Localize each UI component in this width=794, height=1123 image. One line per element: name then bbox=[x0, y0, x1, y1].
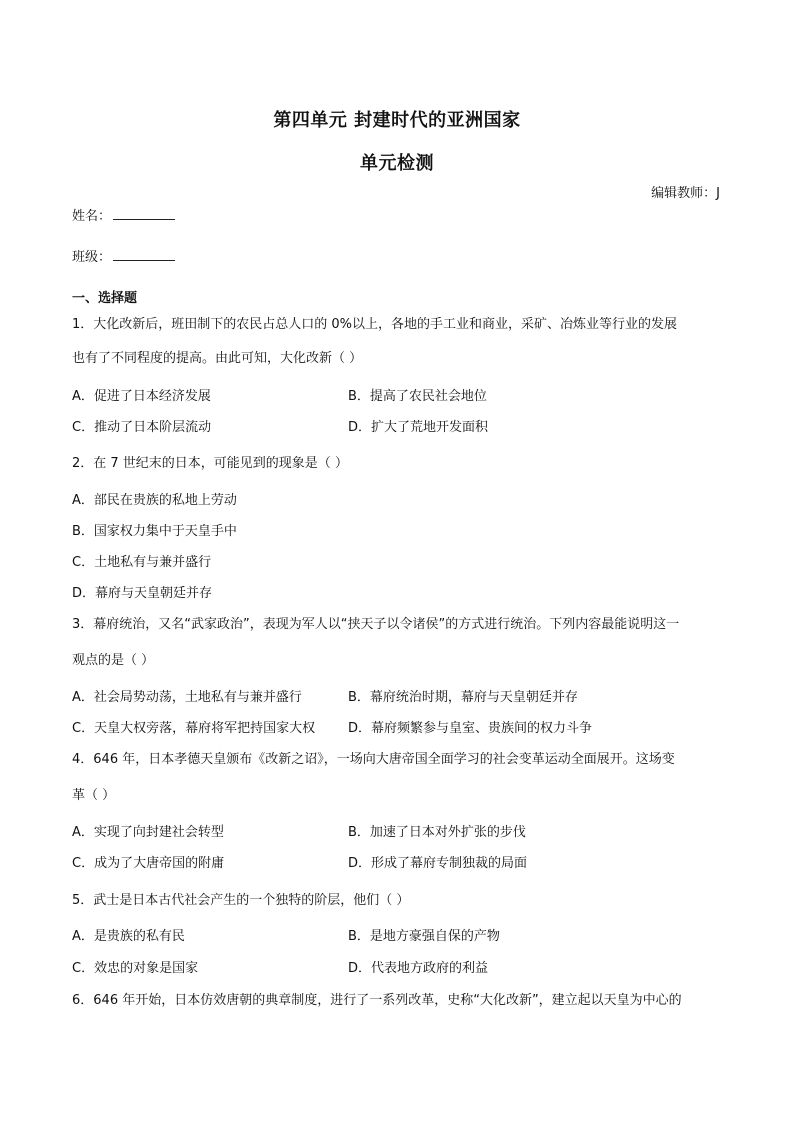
question-4-stem-line-1: 4．646 年，日本孝德天皇颁布《改新之诏》，一场向大唐帝国全面学习的社会变革运动全面展开。这场变 bbox=[72, 752, 675, 767]
question-4-stem-line-2: 革（ ） bbox=[72, 788, 116, 803]
unit-title: 第四单元 封建时代的亚洲国家 bbox=[273, 110, 521, 131]
question-5-stem: 5．武士是日本古代社会产生的一个独特的阶层，他们（ ） bbox=[72, 893, 410, 908]
question-3-stem-line-2: 观点的是（ ） bbox=[72, 653, 155, 668]
name-blank[interactable] bbox=[113, 207, 175, 220]
question-3-option-b[interactable]: B．幕府统治时期，幕府与天皇朝廷并存 bbox=[348, 690, 578, 705]
question-2-option-a[interactable]: A．部民在贵族的私地上劳动 bbox=[72, 493, 237, 508]
question-1-option-b[interactable]: B．提高了农民社会地位 bbox=[348, 389, 487, 404]
question-1-option-d[interactable]: D．扩大了荒地开发面积 bbox=[348, 420, 489, 435]
question-5-option-b[interactable]: B．是地方豪强自保的产物 bbox=[348, 929, 500, 944]
question-4-option-c[interactable]: C．成为了大唐帝国的附庸 bbox=[72, 856, 225, 871]
question-5-option-d[interactable]: D．代表地方政府的利益 bbox=[348, 961, 489, 976]
question-6-stem: 6．646 年开始，日本仿效唐朝的典章制度，进行了一系列改革，史称“大化改新”，建立起以天皇为中心的 bbox=[72, 993, 682, 1008]
question-3-stem-line-1: 3．幕府统治，又名“武家政治”，表现为军人以“挟天子以令诸侯”的方式进行统治。下列内容最能说明这一 bbox=[72, 617, 680, 632]
name-field bbox=[72, 205, 175, 224]
question-1-option-a[interactable]: A．促进了日本经济发展 bbox=[72, 389, 211, 404]
name-label: 姓名： bbox=[72, 209, 112, 224]
question-4-option-a[interactable]: A．实现了向封建社会转型 bbox=[72, 825, 224, 840]
editor-credit: 编辑教师：J bbox=[651, 186, 720, 201]
page-subtitle: 单元检测 bbox=[360, 153, 434, 174]
question-3-option-a[interactable]: A．社会局势动荡，土地私有与兼并盛行 bbox=[72, 690, 302, 705]
question-2-option-b[interactable]: B．国家权力集中于天皇手中 bbox=[72, 524, 237, 539]
question-5-option-c[interactable]: C．效忠的对象是国家 bbox=[72, 961, 199, 976]
question-1-stem-line-2: 也有了不同程度的提高。由此可知，大化改新（ ） bbox=[72, 351, 363, 366]
question-1-stem-line-1: 1．大化改新后，班田制下的农民占总人口的 0%以上，各地的手工业和商业，采矿、冶炼业等行业的发展 bbox=[72, 317, 678, 332]
section-title: 一、选择题 bbox=[72, 291, 138, 306]
question-2-option-d[interactable]: D．幕府与天皇朝廷并存 bbox=[72, 586, 213, 601]
question-4-option-d[interactable]: D．形成了幕府专制独裁的局面 bbox=[348, 856, 528, 871]
question-2-stem: 2．在 7 世纪末的日本，可能见到的现象是（ ） bbox=[72, 456, 348, 471]
question-3-option-c[interactable]: C．天皇大权旁落，幕府将军把持国家大权 bbox=[72, 721, 316, 736]
class-label: 班级： bbox=[72, 250, 112, 265]
question-1-option-c[interactable]: C．推动了日本阶层流动 bbox=[72, 420, 212, 435]
question-3-option-d[interactable]: D．幕府频繁参与皇室、贵族间的权力斗争 bbox=[348, 721, 593, 736]
class-field bbox=[72, 246, 175, 265]
question-4-option-b[interactable]: B．加速了日本对外扩张的步伐 bbox=[348, 825, 526, 840]
question-2-option-c[interactable]: C．土地私有与兼并盛行 bbox=[72, 555, 212, 570]
question-5-option-a[interactable]: A．是贵族的私有民 bbox=[72, 929, 185, 944]
class-blank[interactable] bbox=[113, 248, 175, 261]
